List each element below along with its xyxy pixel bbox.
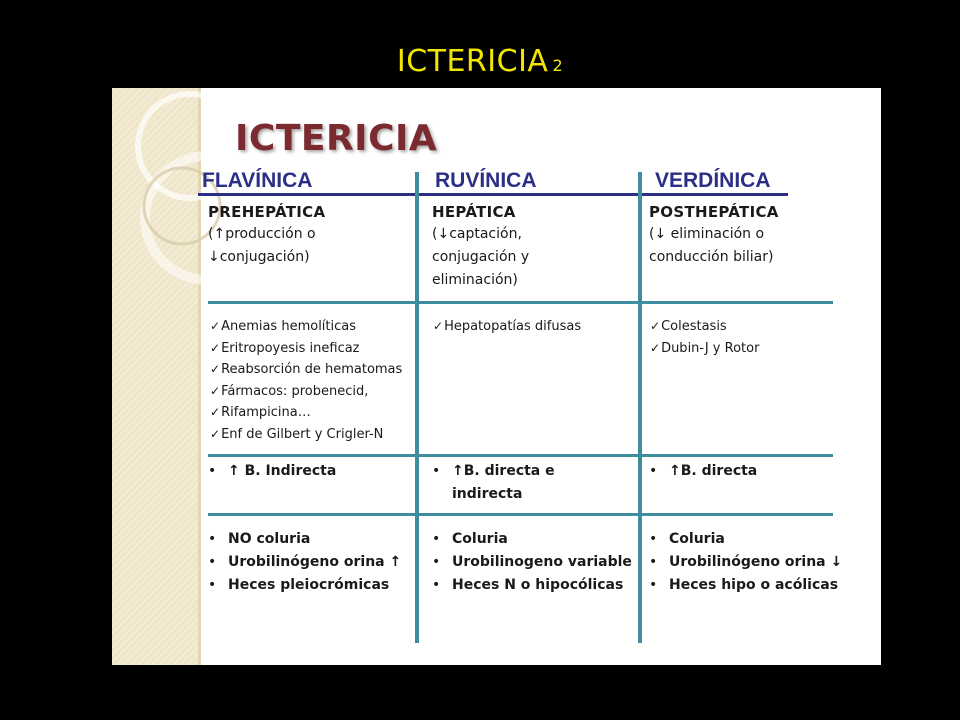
row-divider [208, 513, 833, 516]
finding-item: • Coluria [432, 528, 632, 551]
cause-item: ✓Hepatopatías difusas [433, 319, 582, 334]
type-underline [198, 193, 788, 196]
findings-list-posthepatica [649, 528, 842, 597]
finding-item: • Heces pleiocrómicas [208, 574, 401, 597]
finding-item: • Urobilinógeno orina ↓ [649, 551, 842, 574]
jaundice-table-image [112, 88, 881, 665]
bullet-icon: • [208, 463, 217, 479]
findings-list-prehepatica [208, 528, 401, 597]
slide-title-text: ICTERICIA [396, 44, 549, 79]
column-description-line: (↓captación, [432, 226, 522, 242]
type-label-verdinica: VERDÍNICA [655, 169, 771, 192]
findings-list-hepatica [432, 528, 632, 597]
cause-item: ✓Rifampicina… [210, 405, 311, 420]
column-header-prehepatica [208, 201, 325, 269]
check-icon: ✓ [650, 319, 661, 333]
bullet-icon: • [208, 577, 217, 593]
column-description-line: (↑producción o [208, 226, 316, 242]
bullet-icon: • [649, 531, 658, 547]
slide-number: 2 [552, 56, 564, 75]
slide-title [0, 44, 960, 79]
type-label-ruvinica: RUVÍNICA [435, 169, 537, 192]
check-icon: ✓ [210, 405, 221, 419]
bullet-icon: • [432, 531, 441, 547]
finding-item: • Urobilinógeno orina ↑ [208, 551, 401, 574]
row-divider [208, 301, 833, 304]
finding-item: • NO coluria [208, 528, 401, 551]
check-icon: ✓ [433, 319, 444, 333]
column-title: PREHEPÁTICA [208, 203, 326, 221]
check-icon: ✓ [210, 362, 221, 376]
column-header-hepatica [432, 201, 529, 292]
check-icon: ✓ [210, 319, 221, 333]
bullet-icon: • [649, 577, 658, 593]
column-divider [638, 172, 642, 643]
column-description-line: (↓ eliminación o [649, 226, 765, 242]
bilirubin-item: • ↑B. directa e indirecta [432, 460, 555, 506]
cause-item: ✓Colestasis [650, 319, 727, 334]
cause-item: ✓Fármacos: probenecid, [210, 383, 369, 399]
column-title: HEPÁTICA [432, 203, 516, 221]
cause-item: ✓Dubin-J y Rotor [650, 340, 760, 356]
bilirubin-list-posthepatica [649, 460, 757, 483]
bullet-icon: • [432, 463, 441, 479]
cause-item: ✓Eritropoyesis ineficaz [210, 340, 360, 356]
finding-item: • Urobilinogeno variable [432, 551, 632, 574]
finding-item: • Heces N o hipocólicas [432, 574, 632, 597]
check-icon: ✓ [210, 383, 221, 398]
bullet-icon: • [432, 554, 441, 570]
bilirubin-list-hepatica [432, 460, 555, 506]
bilirubin-item: • ↑ B. Indirecta [208, 460, 336, 483]
check-icon: ✓ [210, 426, 221, 441]
bilirubin-list-prehepatica [208, 460, 336, 483]
causes-list-hepatica [433, 316, 581, 338]
column-description-line: ↓conjugación) [208, 249, 310, 265]
bullet-icon: • [649, 463, 658, 479]
bullet-icon: • [208, 554, 217, 570]
cause-item: ✓Reabsorción de hematomas [210, 362, 403, 377]
column-divider [415, 172, 419, 643]
bullet-icon: • [649, 554, 658, 570]
panel-heading: ICTERICIA [235, 118, 438, 159]
check-icon: ✓ [210, 340, 221, 355]
check-icon: ✓ [650, 340, 661, 355]
bilirubin-item: • ↑B. directa [649, 460, 757, 483]
column-description-line: eliminación) [432, 272, 518, 288]
finding-item: • Heces hipo o acólicas [649, 574, 842, 597]
column-description-line: conducción biliar) [649, 249, 774, 265]
causes-list-prehepatica [210, 316, 402, 445]
bullet-icon: • [208, 531, 217, 547]
bullet-icon: • [432, 577, 441, 593]
causes-list-posthepatica [650, 316, 759, 359]
column-header-posthepatica [649, 201, 779, 269]
row-divider [208, 454, 833, 457]
cause-item: ✓Anemias hemolíticas [210, 319, 357, 334]
cause-item: ✓Enf de Gilbert y Crigler-N [210, 426, 384, 442]
column-description-line: conjugación y [432, 249, 530, 265]
finding-item: • Coluria [649, 528, 842, 551]
column-title: POSTHEPÁTICA [649, 203, 779, 221]
type-label-flavinica: FLAVÍNICA [202, 169, 313, 192]
